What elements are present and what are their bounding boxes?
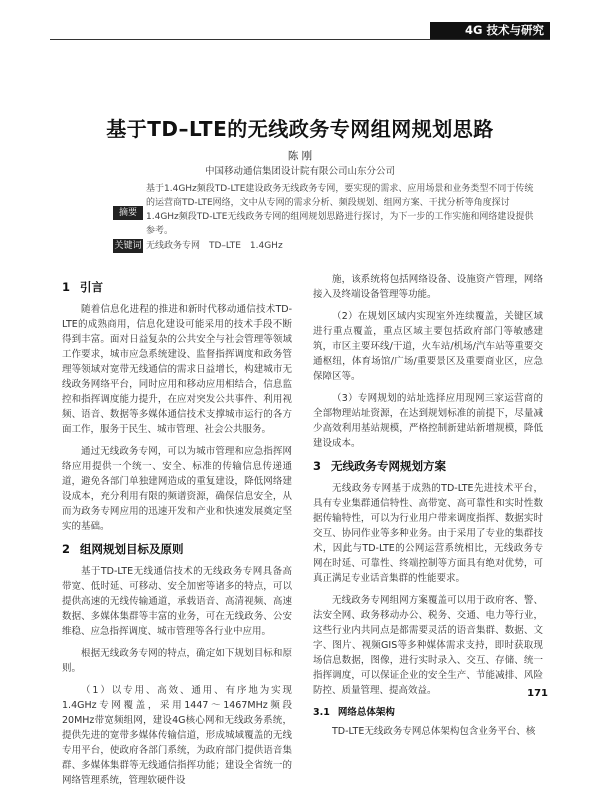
body-paragraph: 随着信息化进程的推进和新时代移动通信技术TD-LTE的成熟商用，信息化建设可能采用的技术手段不断得到丰富。面对日益复杂的公共安全与社会管理等领域工作要求，城市应急系统建设、监督指挥调度和政务管理等领域对宽带无线通信的需求日益增长，构建城市无线政务网络平台，同时应用和移动应用相结合，信息监控和指挥调度能力提升，在应对突发公共事件、利用视频、语音、数据等多媒体通信技术支撑城市运行的各方面工作，服务于民生、城市管理、社会公共服务。 — [62, 304, 292, 435]
body-paragraph: TD-LTE无线政务专网总体架构包含业务平台、核 — [332, 726, 536, 737]
author-name: 陈 刚 — [287, 150, 313, 162]
section-title: 组网规划目标及原则 — [80, 542, 184, 556]
section-number: 3.1 — [313, 707, 330, 718]
body-paragraph: （2）在规划区域内实现室外连续覆盖，关键区域进行重点覆盖，重点区域主要包括政府部门等敏感建筑，市区主要环线/干道，火车站/机场/汽车站等重要交通枢纽，体育场馆/广场/重要景区及重要商业区，应急保障区等。 — [313, 311, 543, 382]
section-number: 3 — [313, 459, 322, 473]
page-number: 171 — [527, 688, 548, 699]
body-paragraph: 基于TD-LTE无线通信技术的无线政务专网具备高带宽、低时延、可移动、安全加密等诸多的特点，可以提供高速的无线传输通道，承载语音、高清视频、高速数据、多媒体集群等丰富的业务，可在无线政务、公安维稳、应急指挥调度、城市管理等各行业中应用。 — [62, 566, 292, 637]
section-number: 2 — [62, 542, 71, 556]
section-title: 引言 — [80, 280, 104, 294]
body-paragraph: 根据无线政务专网的特点，确定如下规划目标和原则。 — [62, 648, 292, 674]
section-tab: 4G 技术与研究 — [430, 22, 550, 39]
left-column — [62, 272, 292, 795]
section-heading — [313, 459, 543, 474]
keywords-text: 无线政务专网 TD–LTE 1.4GHz — [146, 241, 283, 251]
body-paragraph: （1）以专用、高效、通用、有序地为实现1.4GHz专网覆盖，采用1447～1467MHz频段20MHz带宽频组网，建设4G核心网和无线政务系统，提供先进的宽带多媒体传输信道，形成城域覆盖的无线专用平台，使政府各部门系统，为政府部门提供语音集群、多媒体集群等无线通信指挥功能；建设全省统一的网络管理系统，管理软硬件设 — [62, 685, 292, 786]
section-title: 无线政务专网规划方案 — [331, 459, 447, 473]
author-affiliation: 中国移动通信集团设计院有限公司山东分公司 — [204, 166, 395, 177]
body-paragraph: （3）专网规划的站址选择应用现网三家运营商的全部物理站址资源，在达到规划标准的前提下，尽量减少高效利用基站规模，严格控制新建站新增规模，降低建设成本。 — [313, 393, 543, 449]
section-heading — [62, 542, 292, 557]
section-heading — [313, 705, 543, 720]
article-title: 基于TD–LTE的无线政务专网组网规划思路 — [106, 117, 494, 141]
section-title: 网络总体架构 — [337, 707, 395, 718]
abstract-label: 摘要 — [113, 206, 143, 220]
body-paragraph: 施，该系统将包括网络设备、设施资产管理，网络接入及终端设备管理等功能。 — [313, 274, 543, 300]
right-column — [313, 272, 543, 746]
keywords-label: 关键词 — [114, 241, 142, 251]
section-number: 1 — [62, 280, 71, 294]
body-paragraph: 无线政务专网基于成熟的TD-LTE先进技术平台，具有专业集群通信特性、高带宽、高可靠性和实时性数据传输特性，可以为行业用户带来调度指挥、数据实时交互、协同作业等多种业务。由于采用了专业的集群技术，因此与TD-LTE的公网运营系统相比，无线政务专网在时延、可靠性、终端控制等方面具有绝对优势，可真正满足专业话音集群的性能要求。 — [313, 483, 543, 584]
section-heading — [62, 280, 292, 295]
body-paragraph: 无线政务专网组网方案覆盖可以用于政府客、警、法安全网、政务移动办公、税务、交通、电力等行业，这些行业内共同点是都需要灵活的语音集群、数据、文字、图片、视频GIS等多种媒体需求支持，即时获取现场信息数据，图像，进行实时录入、交互、存储、统一指挥调度，可以保证企业的安全生产、节能减排、风险防控、质量管理、提高效益。 — [313, 595, 543, 696]
body-paragraph: 通过无线政务专网，可以为城市管理和应急指挥网络应用提供一个统一、安全、标准的传输信息传递通道，避免各部门单独建网造成的重复建设，降低网络建设成本，充分利用有限的频谱资源，确保信息安全，从而为政务专网应用的迅速开发和产业和快速发展奠定坚实的基础。 — [62, 446, 292, 532]
header-rule — [50, 39, 550, 40]
abstract-text: 基于1.4GHz频段TD-LTE建设政务无线政务专网，要实现的需求、应用场景和业务类型不同于传统的运营商TD-LTE网络，文中从专网的需求分析、频段规划、组网方案、干扰分析等角度探讨1.4GHz频段TD-LTE无线政务专网的组网规划思路进行探讨，为下一步的工作实施和网络建设提供参考。 — [146, 184, 534, 236]
